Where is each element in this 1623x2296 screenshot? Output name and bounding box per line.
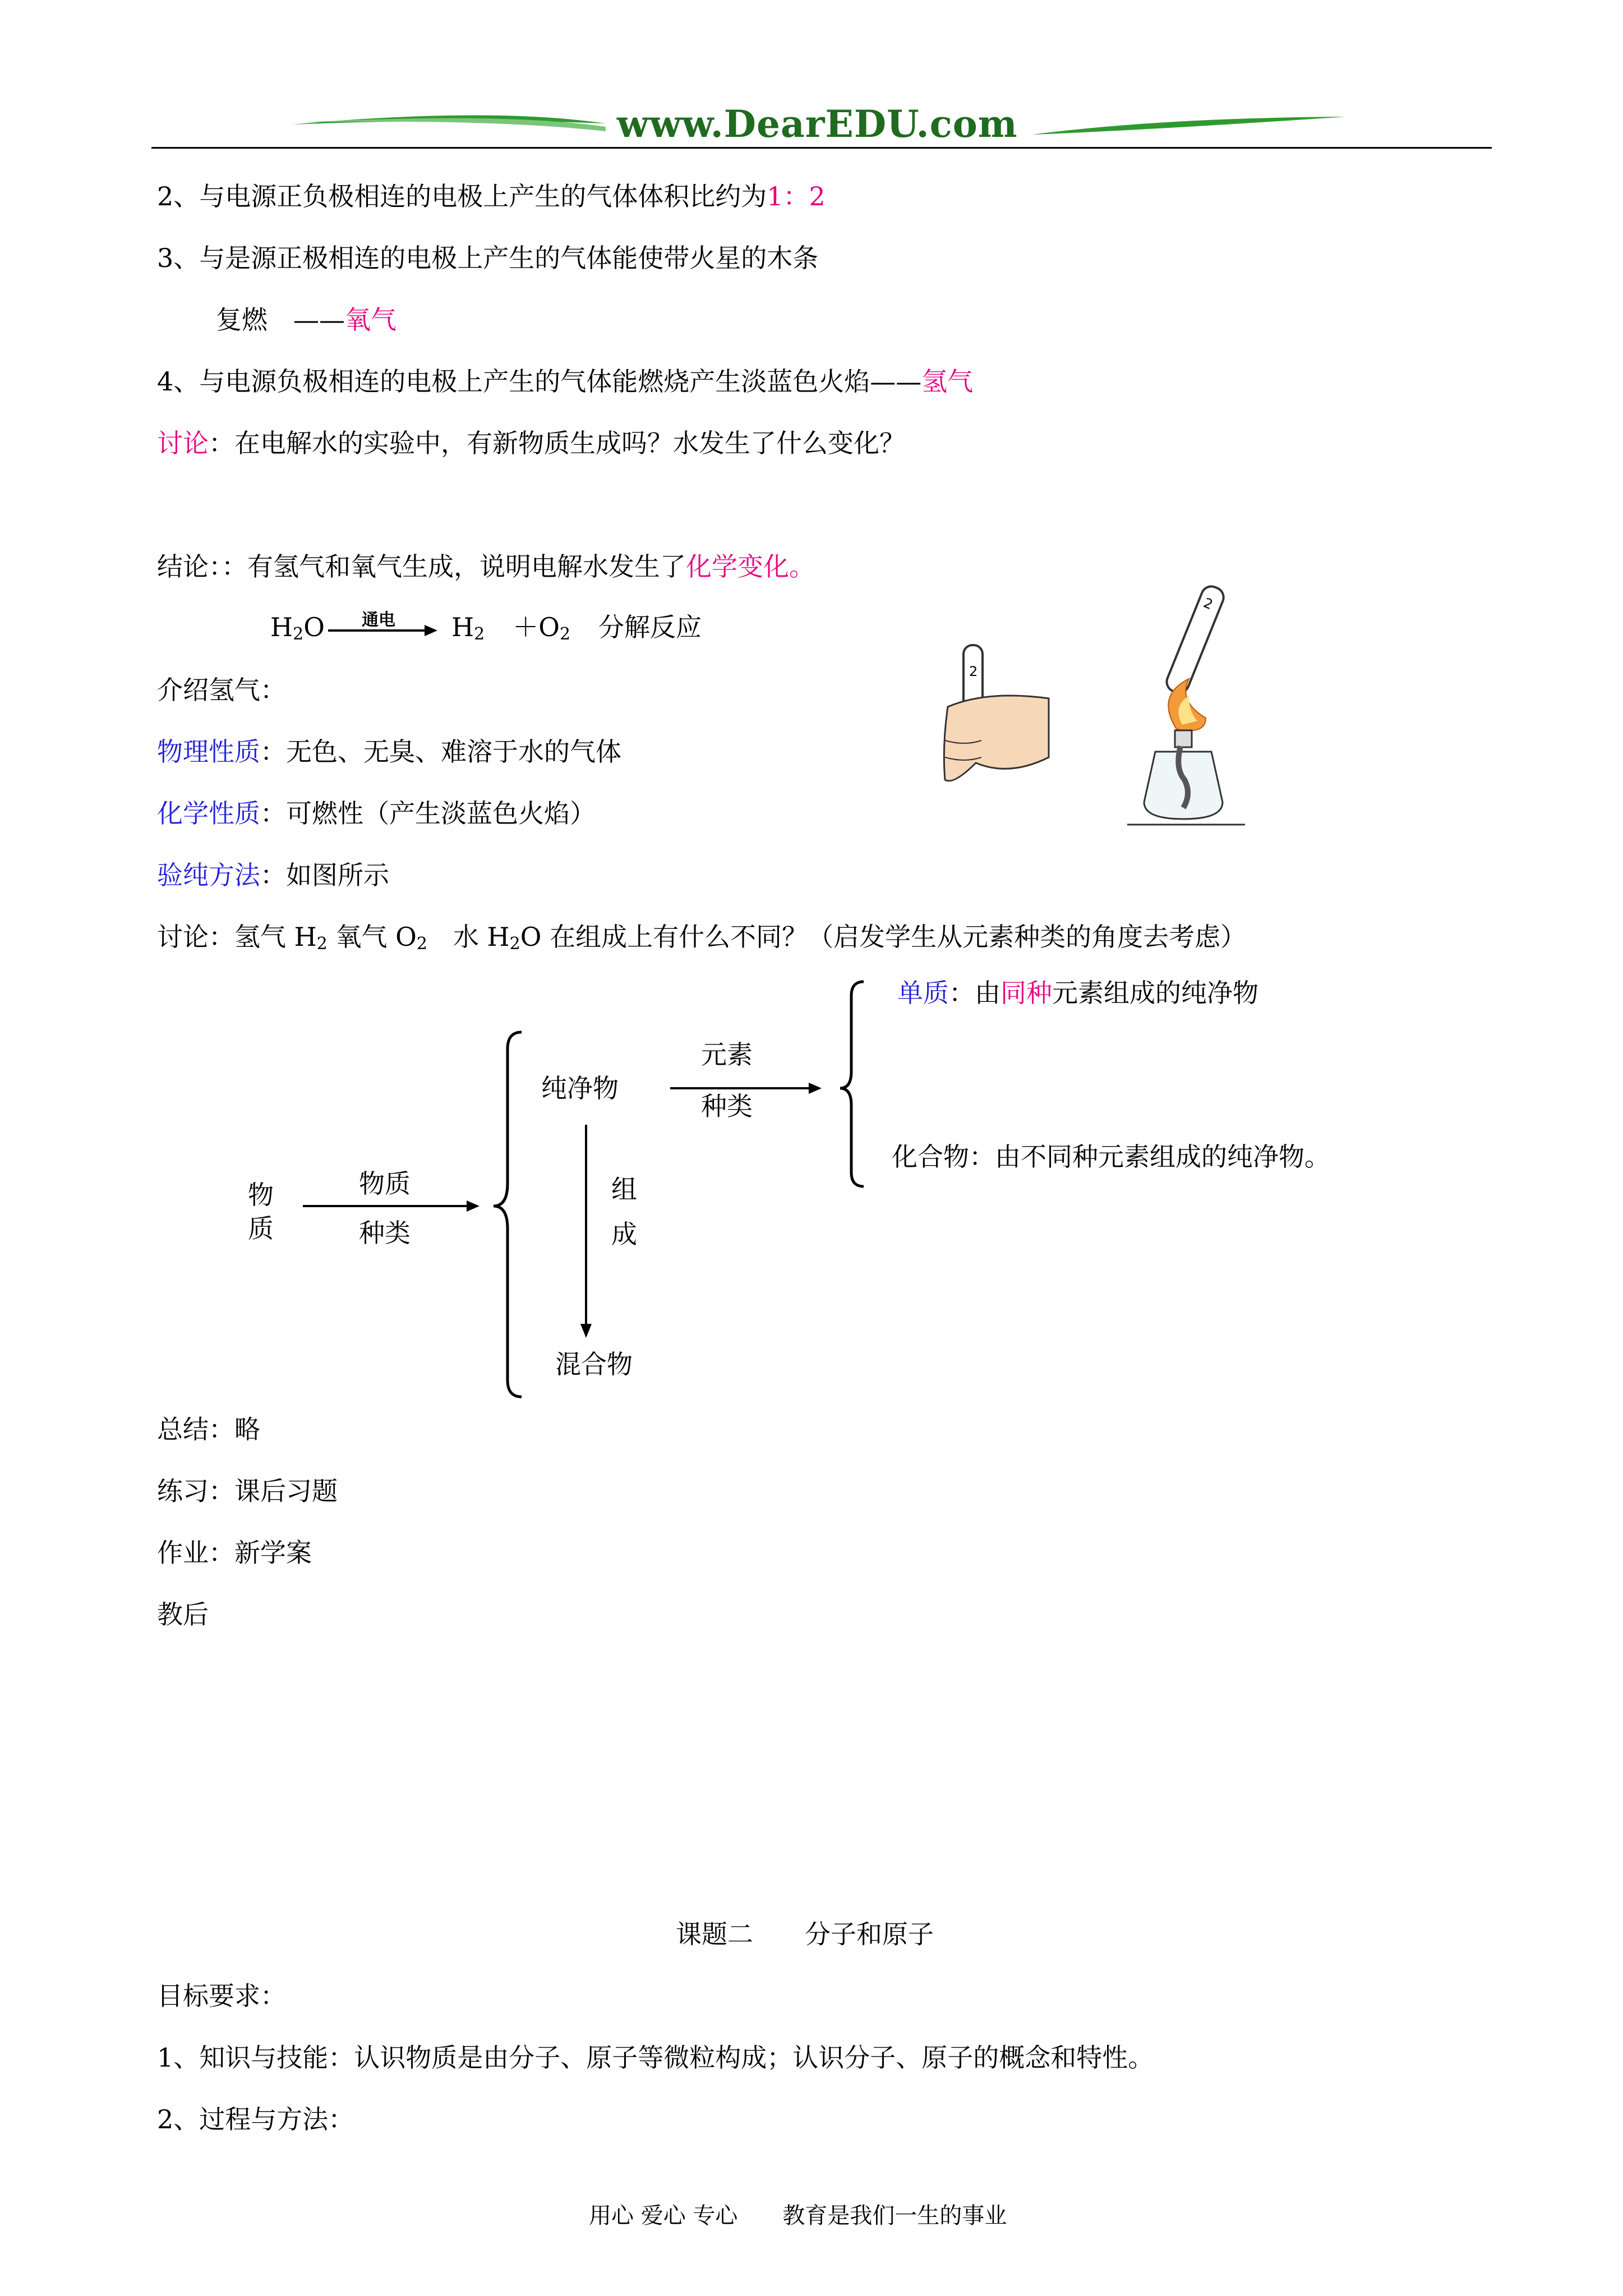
classification-diagram — [224, 965, 1458, 1408]
conclusion: 结论：：有氢气和氧气生成，说明电解水发生了化学变化。 — [157, 551, 815, 582]
footer-slogan: 用心 爱心 专心 教育是我们一生的事业 — [589, 2203, 1007, 2229]
line-3: 3、与是源正极相连的电极上产生的气体能使带火星的木条 — [157, 243, 819, 273]
homework: 作业：新学案 — [157, 1538, 312, 1568]
inverted-test-tube — [1164, 583, 1227, 696]
logo-text[interactable]: www.DearEDU.com — [617, 102, 1018, 146]
equation-products: $H_2 +O_2$ 分解反应 — [451, 612, 702, 644]
arrow2-label-bottom: 种类 — [701, 1091, 753, 1121]
after-class-notes: 教后 — [157, 1599, 209, 1630]
arrow1-label-top: 物质 — [359, 1168, 411, 1199]
line-4: 4、与电源负极相连的电极上产生的气体能燃烧产生淡蓝色火焰——氢气 — [157, 366, 974, 397]
pure-substance: 纯净物 — [541, 1073, 619, 1103]
arrow2-label-top: 元素 — [701, 1039, 753, 1070]
hand-test-tube — [944, 645, 1049, 781]
compose-label-top: 组 — [611, 1174, 637, 1204]
exercise: 练习：课后习题 — [157, 1476, 338, 1506]
goal-2: 2、过程与方法： — [157, 2104, 354, 2134]
line-2: 2、与电源正负极相连的电极上产生的气体体积比约为1：2 — [157, 181, 826, 211]
svg-text:2: 2 — [1201, 595, 1215, 613]
intro-hydrogen: 介绍氢气： — [157, 675, 286, 705]
header-rule — [151, 147, 1492, 149]
goal-1: 1、知识与技能：认识物质是由分子、原子等微粒构成；认识分子、原子的概念和特性。 — [157, 2042, 1154, 2073]
physical-properties: 物理性质：无色、无臭、难溶于水的气体 — [157, 737, 621, 767]
equation-condition: 通电 — [362, 610, 395, 630]
chemical-properties: 化学性质：可燃性（产生淡蓝色火焰） — [157, 798, 596, 829]
compound-definition: 化合物：由不同种元素组成的纯净物。 — [892, 1142, 1330, 1172]
summary: 总结：略 — [157, 1414, 260, 1444]
root-matter-top: 物 — [248, 1180, 274, 1210]
equation: $H_2O$ — [270, 612, 325, 644]
element-definition: 单质：由同种元素组成的纯净物 — [897, 978, 1258, 1008]
discussion-2: 讨论：氢气 $H_2$ 氧气 $O_2$ 水 $H_2O$ 在组成上有什么不同？（启发学生从元素种类的角度去考虑） — [157, 922, 1247, 954]
header-logo — [292, 101, 1346, 151]
topic-title: 课题二 分子和原子 — [676, 1919, 934, 1949]
svg-text:2: 2 — [969, 664, 978, 679]
compose-label-bottom: 成 — [611, 1219, 637, 1249]
purity-method: 验纯方法：如图所示 — [157, 860, 389, 890]
equation-arrow — [328, 606, 437, 639]
discussion-1: 讨论：在电解水的实验中，有新物质生成吗？水发生了什么变化？ — [157, 428, 905, 458]
purity-test-illustration — [942, 578, 1279, 841]
alcohol-lamp-icon — [1127, 730, 1245, 825]
goals-heading: 目标要求： — [157, 1981, 286, 2011]
root-matter-bottom: 质 — [248, 1213, 274, 1244]
arrow1-label-bottom: 种类 — [359, 1218, 411, 1248]
line-3b: 复燃 ——氧气 — [216, 305, 396, 335]
mixture: 混合物 — [555, 1349, 633, 1379]
